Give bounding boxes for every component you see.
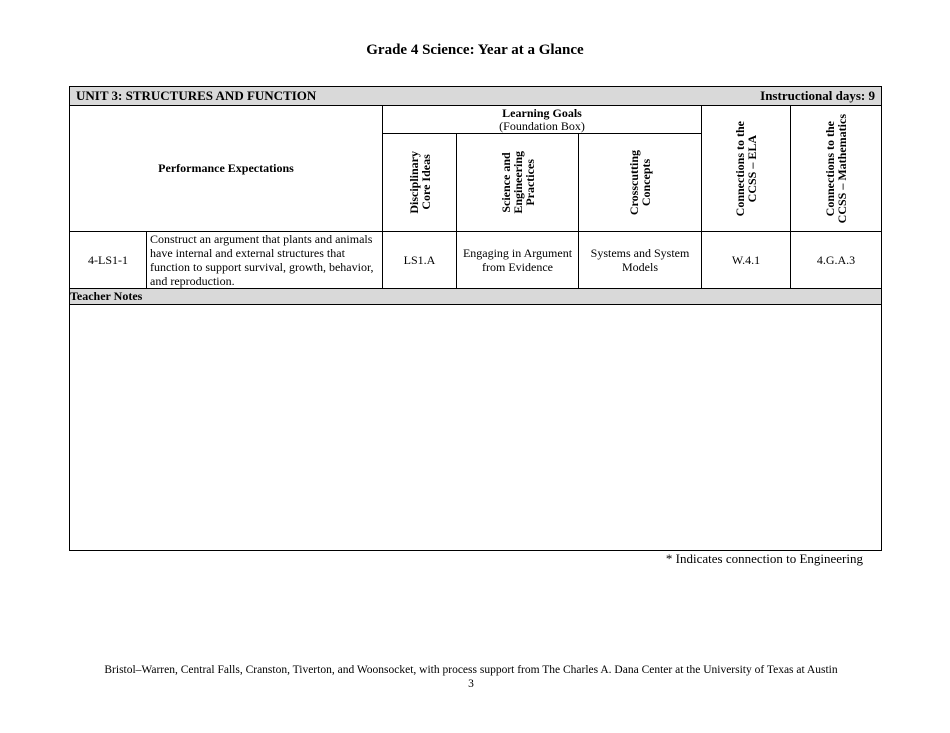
ela-header — [702, 106, 791, 232]
page-title: Grade 4 Science: Year at a Glance — [366, 42, 584, 58]
teacher-notes-header-row — [70, 289, 882, 305]
math-header-label: Connections to the CCSS – Mathematics — [823, 113, 849, 224]
ela-header-label: Connections to the CCSS – ELA — [733, 120, 759, 217]
math-header — [791, 106, 882, 232]
unit-title: UNIT 3: STRUCTURES AND FUNCTION — [76, 88, 317, 103]
dci-value: LS1.A — [383, 232, 457, 289]
page-number: 3 — [468, 678, 474, 690]
engineering-note: * Indicates connection to Engineering — [665, 551, 863, 566]
math-value: 4.G.A.3 — [791, 232, 882, 289]
column-header-row — [70, 106, 882, 134]
cc-header — [579, 134, 702, 232]
sep-header — [457, 134, 579, 232]
instructional-days: Instructional days: 9 — [760, 88, 875, 103]
foundation-box-label: (Foundation Box) — [499, 118, 585, 133]
teacher-notes-body-row — [70, 305, 882, 551]
teacher-notes-label: Teacher Notes — [70, 289, 882, 305]
ela-value: W.4.1 — [702, 232, 791, 289]
unit-header-row — [70, 87, 882, 106]
table-row — [70, 232, 882, 289]
dci-header — [383, 134, 457, 232]
pe-code: 4-LS1-1 — [70, 232, 147, 289]
learning-goals-header — [383, 106, 702, 134]
performance-expectations-header: Performance Expectations — [70, 106, 383, 232]
sep-header-label: Science and Engineering Practices — [498, 151, 537, 214]
footer-credit: Bristol–Warren, Central Falls, Cranston, Tiverton, and Woonsocket, with process support from The Charles A. Dana Center at the University of Texas at Austin — [104, 664, 838, 676]
learning-goals-label: Learning Goals — [502, 105, 582, 120]
cc-value: Systems and System Models — [579, 232, 702, 289]
footer — [0, 663, 942, 691]
year-at-a-glance-table — [69, 86, 882, 551]
sep-value: Engaging in Argument from Evidence — [457, 232, 579, 289]
cc-header-label: Crosscutting Concepts — [627, 149, 653, 216]
teacher-notes-area — [70, 305, 882, 551]
pe-description: Construct an argument that plants and animals have internal and external structures that function to support survival, growth, behavior, and reproduction. — [147, 232, 383, 289]
dci-header-label: Disciplinary Core Ideas — [406, 151, 433, 214]
